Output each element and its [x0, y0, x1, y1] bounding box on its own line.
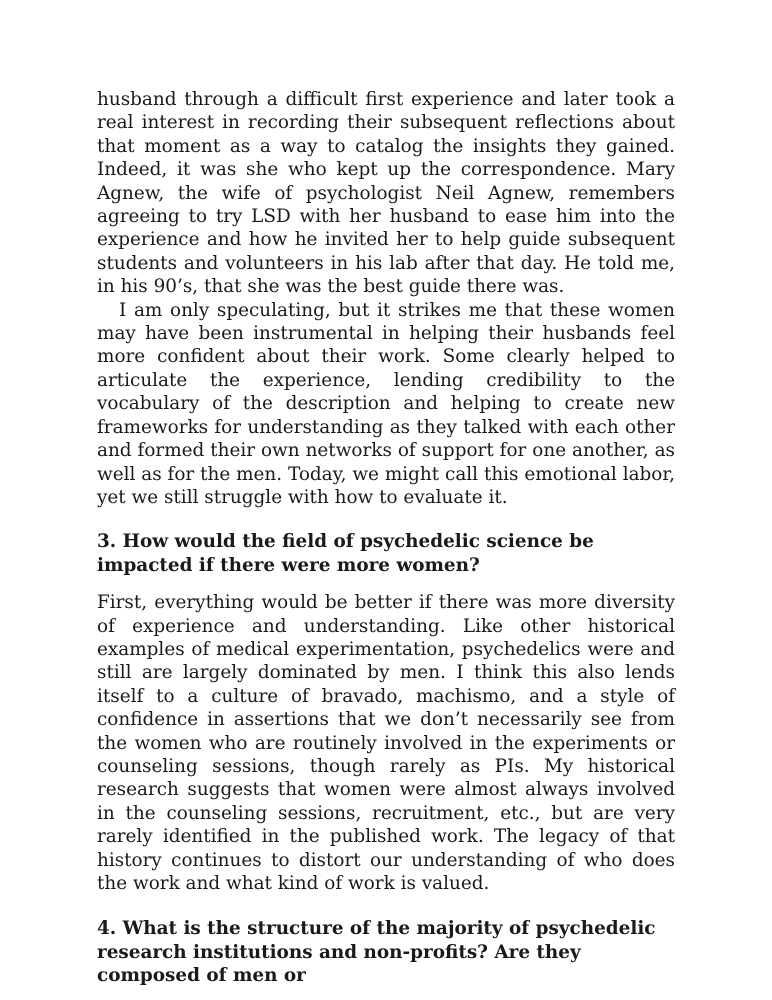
question-3-heading: 3. How would the field of psychedelic science be impacted if there were more women?: [97, 531, 594, 576]
paragraph-speculation: I am only speculating, but it strikes me that these women may have been instrumental in helping their husbands feel more confident about their work. Some clearly helped to articulate the experience, lending credibility to the vocabulary of the description and helping to create new frameworks for understanding as they talked with each other and formed their own networks of support for one another, as well as for the men. Today, we might call this emotional labor, yet we still struggle with how to evaluate it.: [97, 299, 675, 508]
paragraph-continuation: husband through a difficult first experience and later took a real interest in recording their subsequent reflections about that moment as a way to catalog the insights they gained. Indeed, it was she who kept up the correspondence. Mary Agnew, the wife of psychologist Neil Agnew, remembers agreeing to try LSD with her husband to ease him into the experience and how he invited her to help guide subsequent students and volunteers in his lab after that day. He told me, in his 90’s, that she was the best guide there was.: [97, 89, 675, 298]
question-4-heading: 4. What is the structure of the majority of psychedelic research institutions and non-profits? Are they composed of men or: [97, 918, 656, 987]
document-page: [97, 88, 675, 988]
question-3-answer: First, everything would be better if there was more diversity of experience and understanding. Like other historical examples of medical experimentation, psychedelics were and still are largely dominated by men. I think this also lends itself to a culture of bravado, machismo, and a style of confidence in assertions that we don’t necessarily see from the women who are routinely involved in the experiments or counseling sessions, though rarely as PIs. My historical research suggests that women were almost always involved in the counseling sessions, recruitment, etc., but are very rarely identified in the published work. The legacy of that history continues to distort our understanding of who does the work and what kind of work is valued.: [97, 592, 675, 894]
